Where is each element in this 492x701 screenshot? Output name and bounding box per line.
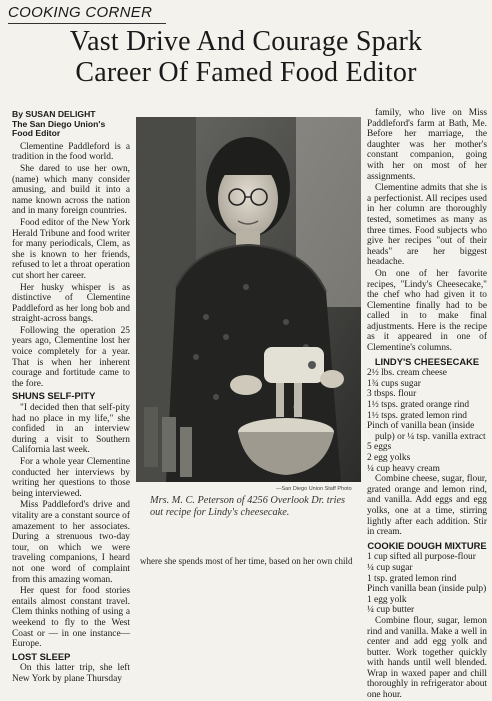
recipe-method-cookie-dough: Combine flour, sugar, lemon rind and vanilla. Make a well in center and add egg yolk and butter. Work together quickly with hands until well blended. Wrap in waxed paper and chill thoroughly in refrigerator about one hour. <box>367 615 487 701</box>
ingredient: 3 tbsps. flour <box>367 389 417 400</box>
paragraph: On one of her favorite recipes, "Lindy's Cheesecake," the chef who had given it to Clementine finally had to be called in to make final adjustments. Here is the recipe as it appeared in one of Clementine's columns. <box>367 268 487 354</box>
ingredient: 1 tsp. grated lemon rind <box>367 573 457 584</box>
article-column-3 <box>367 108 487 701</box>
section-label-text: COOKING CORNER <box>8 4 153 21</box>
paragraph: Following the operation 25 years ago, Clementine lost her voice completely for a year. That is when her inherent courage and fortitude came to the fore. <box>12 325 130 389</box>
section-label <box>8 4 166 24</box>
ingredient: ¼ cup sugar <box>367 562 413 573</box>
ingredient: 1½ tsps. grated orange rind <box>367 400 470 411</box>
byline-title: Food Editor <box>12 128 61 139</box>
article-column-1 <box>12 109 130 684</box>
ingredient: 2½ lbs. cream cheese <box>367 368 447 379</box>
continued-text-line: where she spends most of her time, based on her own child <box>140 556 353 566</box>
paragraph: Food editor of the New York Herald Tribune and food writer for many periodicals, Clem, as she is known to her friends, refused to let a throat operation cut short her career. <box>12 217 130 281</box>
paragraph: Miss Paddleford's drive and vitality are a constant source of amazement to her associates. During a strenuous two-day tour, on which we were traveling companions, I heard not one word of complaint from this amazing woman. <box>12 500 130 585</box>
paragraph: Her quest for food stories entails almost constant travel. Clem thinks nothing of using a weekend to fly to the West Coast or — in one instance—Europe. <box>12 586 130 650</box>
headline <box>0 26 492 88</box>
subhead-lost-sleep: LOST SLEEP <box>12 650 71 662</box>
ingredient: ¼ cup heavy cream <box>367 463 440 474</box>
headline-line-2: Career Of Famed Food Editor <box>75 57 417 88</box>
paragraph: On this latter trip, she left New York by plane Thursday <box>12 663 130 684</box>
headline-line-1: Vast Drive And Courage Spark <box>69 26 423 57</box>
recipe-title-cookie-dough: COOKIE DOUGH MIXTURE <box>367 539 487 551</box>
photo-illustration <box>136 117 361 482</box>
paragraph: family, who live on Miss Paddleford's farm at Bath, Me. Before her marriage, the daughter was her mother's constant companion, going with her on most of her assignments. <box>367 108 487 182</box>
photo-credit: —San Diego Union Staff Photo <box>276 486 352 492</box>
photo-caption: Mrs. M. C. Peterson of 4256 Overlook Dr. tries out recipe for Lindy's cheesecake. <box>150 495 346 518</box>
ingredient: 1 egg yolk <box>367 594 407 605</box>
ingredient: ¼ cup butter <box>367 605 415 616</box>
byline-paper: The San Diego Union's <box>12 118 106 129</box>
recipe-title-cheesecake: LINDY'S CHEESECAKE <box>374 355 480 367</box>
paragraph: She dared to use her own, (name) which many consider amusing, and build it into a name known across the nation and in many foreign countries. <box>12 163 130 217</box>
ingredient: 1½ tsps. grated lemon rind <box>367 410 467 421</box>
subhead-shuns-self-pity: SHUNS SELF-PITY <box>12 390 96 402</box>
ingredient: Pinch of vanilla bean (inside pulp) or ¼ tsp. vanilla extract <box>367 421 486 442</box>
paragraph: For a whole year Clementine conducted her interviews by writing her questions to those being interviewed. <box>12 457 130 499</box>
paragraph: Clementine Paddleford is a tradition in the food world. <box>12 141 130 163</box>
photo-woman-with-mixer <box>136 117 361 482</box>
byline <box>12 110 130 139</box>
ingredient: 1 cup sifted all purpose-flour <box>367 552 476 563</box>
recipe-method-cheesecake: Combine cheese, sugar, flour, grated orange and lemon rind, and vanilla. Add eggs and egg yolks, one at a time, stirring lightly after each addition. Stir in cream. <box>367 474 487 538</box>
ingredient: 1¾ cups sugar <box>367 378 421 389</box>
byline-author: By SUSAN DELIGHT <box>12 109 96 119</box>
ingredient: 2 egg yolks <box>367 453 411 463</box>
ingredient: 5 eggs <box>367 442 392 453</box>
paragraph: Clementine admits that she is a perfectionist. All recipes used in her column are thoroughly tested, sometimes as many as three times. Food subjects who give her recipes "out of their heads" are her biggest headache. <box>367 183 487 268</box>
paragraph: "I decided then that self-pity had no place in my life," she confided in an interview during a visit to Southern California last week. <box>12 403 130 456</box>
paragraph: Her husky whisper is as distinctive of Clementine Paddleford as her long bob and straight-across bangs. <box>12 282 130 325</box>
ingredient: Pinch vanilla bean (inside pulp) <box>367 584 487 595</box>
